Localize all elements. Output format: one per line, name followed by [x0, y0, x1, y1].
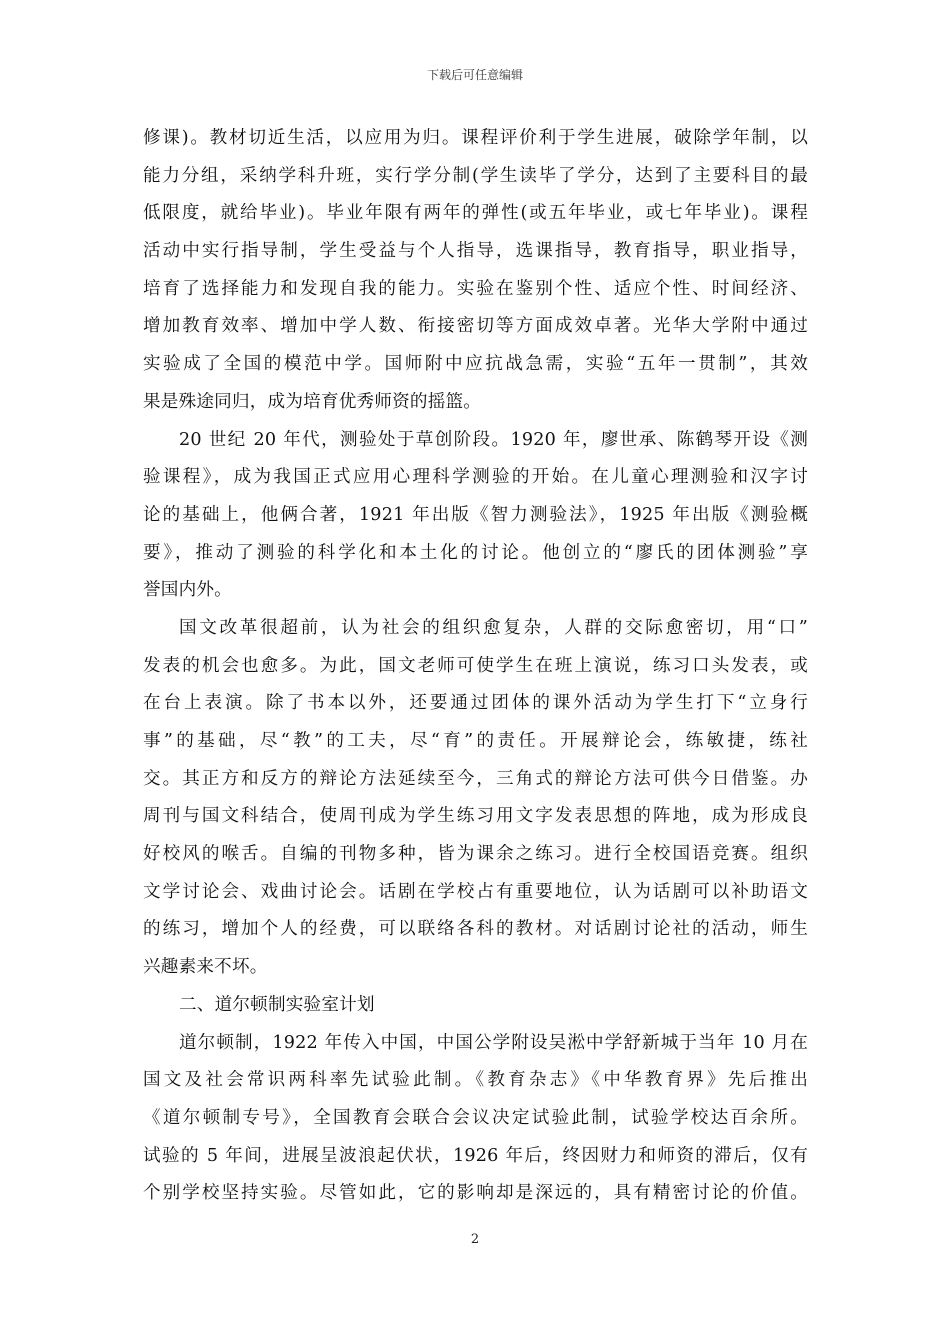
section-title: 二、道尔顿制实验室计划	[179, 994, 375, 1015]
text-line: 试验的 5 年间，进展呈波浪起伏状，1926 年后，终因财力和师资的滞后，仅有	[143, 1145, 808, 1166]
text-line: 能力分组，采纳学科升班，实行学分制(学生读毕了学分，达到了主要科目的最	[143, 165, 808, 186]
text-line: 实验成了全国的模范中学。国师附中应抗战急需，实验“五年一贯制”，其效	[143, 354, 808, 375]
text-line: 在台上表演。除了书本以外，还要通过团体的课外活动为学生打下“立身行	[143, 693, 808, 714]
text-line: 低限度，就给毕业)。毕业年限有两年的弹性(或五年毕业，或七年毕业)。课程	[143, 203, 808, 224]
page-number: 2	[470, 1232, 480, 1247]
text-line: 修课)。教材切近生活，以应用为归。课程评价利于学生进展，破除学年制，以	[143, 128, 808, 148]
text-line: 《道尔顿制专号》，全国教育会联合会议决定试验此制，试验学校达百余所。	[143, 1107, 808, 1128]
paragraph-2	[143, 422, 808, 610]
paragraph-3	[143, 610, 808, 987]
text-line: 培育了选择能力和发现自我的能力。实验在鉴别个性、适应个性、时间经济、	[143, 278, 808, 299]
text-line: 好校风的喉舌。自编的刊物多种，皆为课余之练习。进行全校国语竞赛。组织	[143, 844, 808, 865]
text-line: 周刊与国文科结合，使周刊成为学生练习用文字发表思想的阵地，成为形成良	[143, 806, 808, 827]
text-line: 个别学校坚持实验。尽管如此，它的影响却是深远的，具有精密讨论的价值。	[143, 1183, 808, 1204]
text-line: 事”的基础，尽“教”的工夫，尽“育”的责任。开展辩论会，练敏捷，练社	[143, 731, 808, 751]
text-line: 要》，推动了测验的科学化和本土化的讨论。他创立的“廖氏的团体测验”享	[143, 542, 808, 563]
text-line: 果是殊途同归，成为培育优秀师资的摇篮。	[143, 391, 482, 412]
text-line: 的练习，增加个人的经费，可以联络各科的教材。对话剧讨论社的活动，师生	[143, 919, 808, 940]
text-line: 验课程》，成为我国正式应用心理科学测验的开始。在儿童心理测验和汉字讨	[143, 467, 808, 488]
text-line: 誉国内外。	[143, 580, 232, 601]
text-line: 兴趣素来不坏。	[143, 957, 268, 978]
text-line: 论的基础上，他俩合著，1921 年出版《智力测验法》，1925 年出版《测验概	[143, 504, 808, 525]
text-line: 发表的机会也愈多。为此，国文老师可使学生在班上演说，练习口头发表，或	[143, 655, 808, 676]
paragraph-4	[143, 1025, 808, 1213]
page-header: 下载后可任意编辑	[426, 68, 523, 82]
paragraph-1	[143, 120, 808, 422]
text-line: 活动中实行指导制，学生受益与个人指导，选课指导，教育指导，职业指导，	[143, 241, 808, 262]
section-heading	[143, 987, 808, 1025]
text-line: 20 世纪 20 年代，测验处于草创阶段。1920 年，廖世承、陈鹤琴开设《测	[179, 429, 808, 450]
text-line: 道尔顿制，1922 年传入中国，中国公学附设吴淞中学舒新城于当年 10 月在	[179, 1032, 808, 1053]
text-line: 文学讨论会、戏曲讨论会。话剧在学校占有重要地位，认为话剧可以补助语文	[143, 881, 808, 902]
document-body	[143, 120, 808, 1213]
text-line: 国文改革很超前，认为社会的组织愈复杂，人群的交际愈密切，用“口”	[179, 617, 808, 638]
text-line: 交。其正方和反方的辩论方法延续至今，三角式的辩论方法可供今日借鉴。办	[143, 768, 808, 789]
text-line: 国文及社会常识两科率先试验此制。《教育杂志》《中华教育界》先后推出	[143, 1070, 808, 1091]
text-line: 增加教育效率、增加中学人数、衔接密切等方面成效卓著。光华大学附中通过	[143, 316, 808, 337]
